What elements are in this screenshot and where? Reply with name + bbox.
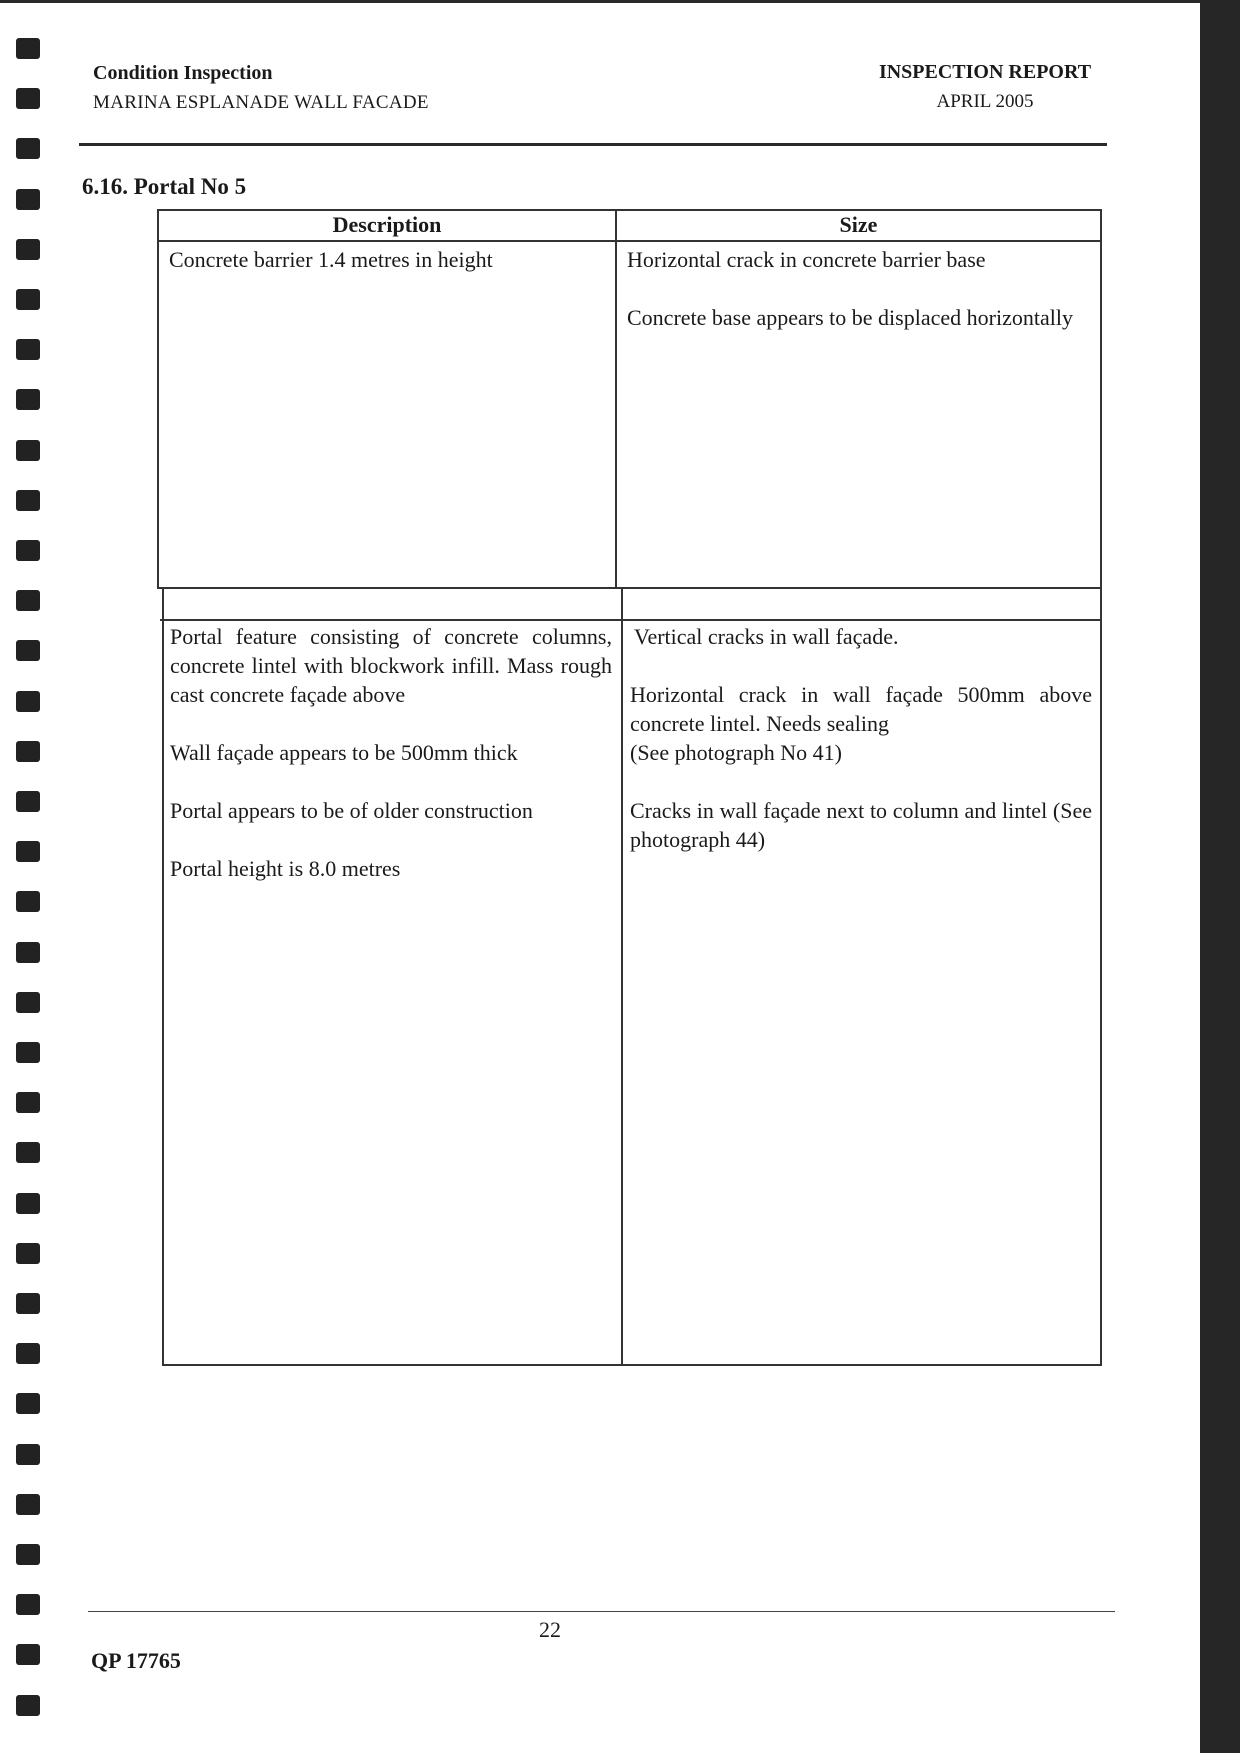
binding-hole	[16, 992, 40, 1013]
binding-hole	[16, 1042, 40, 1063]
description-text: Wall façade appears to be 500mm thick	[170, 740, 518, 765]
binding-hole	[16, 540, 40, 561]
size-text: Horizontal crack in wall façade 500mm above concrete lintel. Needs sealing	[630, 682, 1092, 736]
binding-hole	[16, 289, 40, 310]
page-number: 22	[539, 1617, 561, 1642]
footer-rule	[88, 1611, 1115, 1612]
binding-hole	[16, 1494, 40, 1515]
binding-hole	[16, 389, 40, 410]
size-text: Concrete base appears to be displaced horizontally	[627, 305, 1073, 330]
binding-hole	[16, 38, 40, 59]
header-subtitle: Condition Inspection	[93, 62, 273, 84]
binding-hole	[16, 138, 40, 159]
binding-hole	[16, 1393, 40, 1414]
binding-hole	[16, 1444, 40, 1465]
binding-hole	[16, 640, 40, 661]
scan-top-edge	[0, 0, 1240, 3]
table-border-left	[162, 589, 164, 1366]
row3-size	[630, 622, 1092, 854]
binding-hole	[16, 88, 40, 109]
table-header-rule	[157, 240, 1100, 242]
binding-hole	[16, 1092, 40, 1113]
binding-hole	[16, 891, 40, 912]
binding-holes	[16, 38, 42, 1738]
binding-hole	[16, 791, 40, 812]
table-border-left	[157, 209, 159, 589]
size-text: Horizontal crack in concrete barrier base	[627, 247, 986, 272]
table-column-divider	[621, 589, 623, 1366]
binding-hole	[16, 1544, 40, 1565]
description-text: Portal appears to be of older construction	[170, 798, 533, 823]
binding-hole	[16, 691, 40, 712]
header-left	[93, 59, 429, 117]
inspection-table	[157, 209, 1102, 1366]
table-column-divider	[615, 209, 617, 589]
header-report-type: INSPECTION REPORT	[878, 61, 1092, 83]
size-text: (See photograph No 41)	[630, 740, 843, 765]
header-report-date: APRIL 2005	[936, 91, 1034, 112]
row1-size	[627, 245, 1092, 332]
binding-hole	[16, 1142, 40, 1163]
description-text: Portal feature consisting of concrete columns, concrete lintel with blockwork infill. Mass rough cast concrete façade above	[170, 624, 612, 707]
binding-hole	[16, 239, 40, 260]
section-title: 6.16. Portal No 5	[82, 174, 247, 199]
binding-hole	[16, 1343, 40, 1364]
binding-hole	[16, 440, 40, 461]
binding-hole	[16, 339, 40, 360]
table-border-bottom	[163, 1364, 1102, 1366]
binding-hole	[16, 1243, 40, 1264]
document-reference: QP 17765	[91, 1648, 181, 1673]
row3-description	[170, 622, 612, 883]
binding-hole	[16, 490, 40, 511]
header-project-name: MARINA ESPLANADE WALL FACADE	[93, 92, 429, 113]
description-text: Portal height is 8.0 metres	[170, 856, 401, 881]
binding-hole	[16, 741, 40, 762]
size-text: Vertical cracks in wall façade.	[634, 624, 899, 649]
column-header-description: Description	[332, 212, 442, 237]
binding-hole	[16, 942, 40, 963]
description-text: Concrete barrier 1.4 metres in height	[169, 247, 493, 272]
header-rule	[79, 143, 1107, 146]
table-border-right	[1100, 209, 1102, 1366]
table-border-top	[157, 209, 1100, 211]
binding-hole	[16, 841, 40, 862]
binding-hole	[16, 1644, 40, 1665]
binding-hole	[16, 1594, 40, 1615]
column-header-size: Size	[839, 212, 878, 237]
binding-hole	[16, 1293, 40, 1314]
table-row-rule	[160, 619, 1102, 621]
binding-hole	[16, 590, 40, 611]
table-row-rule	[159, 587, 1102, 589]
size-text: Cracks in wall façade next to column and lintel (See photograph 44)	[630, 798, 1092, 852]
binding-hole	[16, 1193, 40, 1214]
scan-right-edge	[1200, 0, 1240, 1753]
binding-hole	[16, 189, 40, 210]
header-right	[860, 58, 1110, 116]
binding-hole	[16, 1695, 40, 1716]
row1-description	[169, 245, 609, 274]
